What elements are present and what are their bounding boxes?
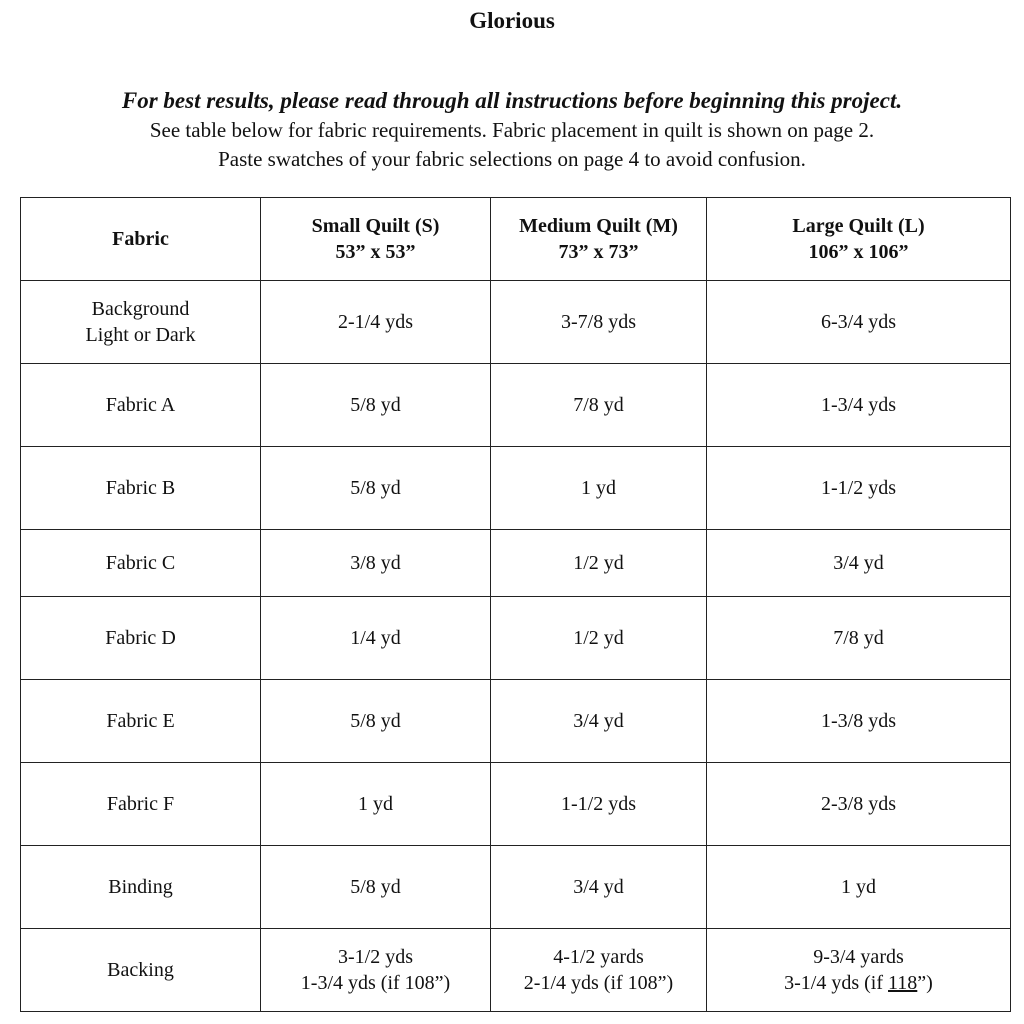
cell-small: 5/8 yd bbox=[261, 680, 491, 763]
cell-large: 1 yd bbox=[707, 846, 1011, 929]
cell-small: 1/4 yd bbox=[261, 597, 491, 680]
cell-medium: 7/8 yd bbox=[491, 364, 707, 447]
table-row bbox=[21, 530, 1011, 597]
cell-fabric: Fabric A bbox=[21, 364, 261, 447]
cell-large: 1-3/8 yds bbox=[707, 680, 1011, 763]
cell-fabric: Fabric F bbox=[21, 763, 261, 846]
header-large-size: 106” x 106” bbox=[808, 241, 909, 263]
header-large bbox=[707, 198, 1011, 281]
cell-text: 3-1/2 yds bbox=[338, 946, 413, 968]
cell-text: 2-1/4 yds (if 108”) bbox=[523, 972, 674, 994]
table-row bbox=[21, 447, 1011, 530]
page-title: Glorious bbox=[469, 8, 555, 33]
cell-text-line bbox=[711, 970, 1006, 996]
header-small-name: Small Quilt (S) bbox=[311, 215, 440, 237]
header-medium bbox=[491, 198, 707, 281]
cell-small: 5/8 yd bbox=[261, 447, 491, 530]
cell-medium: 3/4 yd bbox=[491, 846, 707, 929]
cell-small: 5/8 yd bbox=[261, 364, 491, 447]
cell-medium: 1/2 yd bbox=[491, 597, 707, 680]
header-large-name: Large Quilt (L) bbox=[792, 215, 925, 237]
cell-small: 3/8 yd bbox=[261, 530, 491, 597]
cell-large: 2-3/8 yds bbox=[707, 763, 1011, 846]
cell-large: 7/8 yd bbox=[707, 597, 1011, 680]
header-small-size: 53” x 53” bbox=[335, 241, 416, 263]
cell-large: 3/4 yd bbox=[707, 530, 1011, 597]
cell-fabric: Fabric B bbox=[21, 447, 261, 530]
cell-large: 1-1/2 yds bbox=[707, 447, 1011, 530]
cell-medium bbox=[491, 929, 707, 1012]
cell-large: 1-3/4 yds bbox=[707, 364, 1011, 447]
cell-medium: 1-1/2 yds bbox=[491, 763, 707, 846]
cell-large bbox=[707, 929, 1011, 1012]
header-small bbox=[261, 198, 491, 281]
cell-text: 1-3/4 yds (if 108”) bbox=[300, 972, 451, 994]
fabric-requirements-table bbox=[20, 197, 1011, 1012]
cell-text: 9-3/4 yards bbox=[813, 946, 904, 968]
cell-fabric: Backing bbox=[21, 929, 261, 1012]
intro-line-2: Paste swatches of your fabric selections on page 4 to avoid confusion. bbox=[218, 147, 806, 171]
table-row bbox=[21, 763, 1011, 846]
cell-large: 6-3/4 yds bbox=[707, 281, 1011, 364]
table-row bbox=[21, 364, 1011, 447]
cell-small: 1 yd bbox=[261, 763, 491, 846]
intro-emphasis: For best results, please read through all instructions before beginning this project. bbox=[121, 88, 903, 113]
cell-small: 2-1/4 yds bbox=[261, 281, 491, 364]
cell-fabric bbox=[21, 281, 261, 364]
cell-text-underlined: 118 bbox=[888, 972, 918, 994]
header-medium-name: Medium Quilt (M) bbox=[519, 215, 678, 237]
header-medium-size: 73” x 73” bbox=[558, 241, 639, 263]
cell-medium: 1/2 yd bbox=[491, 530, 707, 597]
cell-text: Light or Dark bbox=[85, 324, 196, 346]
cell-fabric: Fabric C bbox=[21, 530, 261, 597]
cell-small: 5/8 yd bbox=[261, 846, 491, 929]
header-fabric: Fabric bbox=[21, 198, 261, 281]
cell-fabric: Fabric E bbox=[21, 680, 261, 763]
intro bbox=[0, 86, 1024, 174]
cell-medium: 3-7/8 yds bbox=[491, 281, 707, 364]
cell-small bbox=[261, 929, 491, 1012]
cell-text: 4-1/2 yards bbox=[553, 946, 644, 968]
table-row bbox=[21, 680, 1011, 763]
table-row bbox=[21, 929, 1011, 1012]
cell-fabric: Binding bbox=[21, 846, 261, 929]
cell-medium: 3/4 yd bbox=[491, 680, 707, 763]
cell-fabric: Fabric D bbox=[21, 597, 261, 680]
cell-medium: 1 yd bbox=[491, 447, 707, 530]
table-header-row bbox=[21, 198, 1011, 281]
cell-text: ”) bbox=[917, 972, 933, 994]
table-row bbox=[21, 846, 1011, 929]
table-row bbox=[21, 597, 1011, 680]
table-row bbox=[21, 281, 1011, 364]
intro-line-1: See table below for fabric requirements. Fabric placement in quilt is shown on page 2. bbox=[149, 118, 875, 142]
cell-text: 3-1/4 yds (if bbox=[784, 972, 889, 994]
cell-text: Background bbox=[91, 298, 190, 320]
